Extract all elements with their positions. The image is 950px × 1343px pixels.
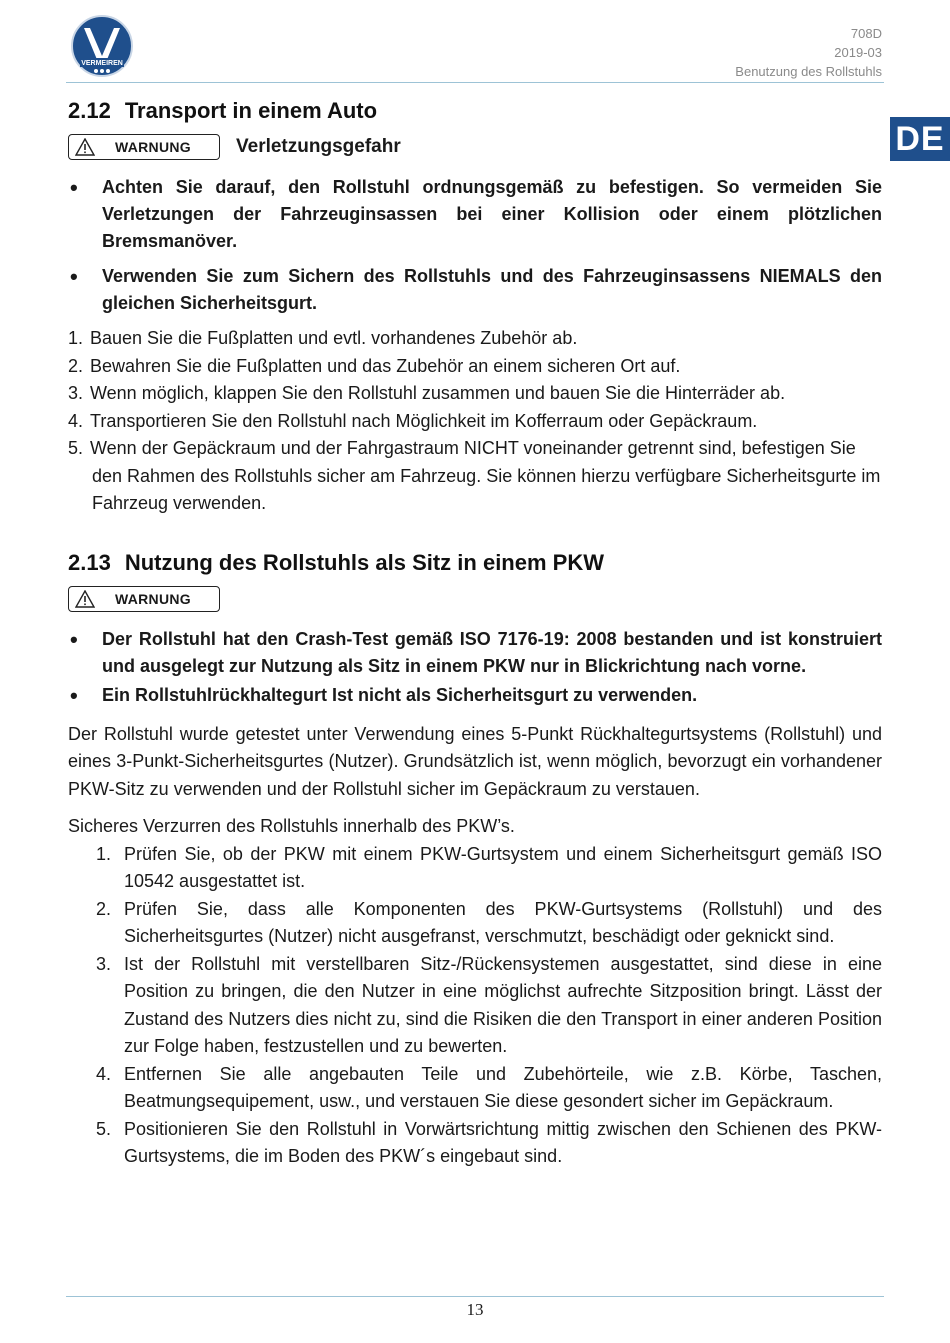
step-text: Wenn möglich, klappen Sie den Rollstuhl zusammen und bauen Sie die Hinterräder ab. — [90, 383, 786, 403]
vermeiren-logo — [70, 14, 134, 78]
warning-label: WARNUNG — [115, 139, 191, 155]
step-number: 4. — [96, 1063, 112, 1084]
step-number: 1. — [96, 843, 112, 864]
body-paragraph: Der Rollstuhl wurde getestet unter Verwendung eines 5-Punkt Rückhaltegurtsystems (Rollstuhl) und eines 3-Punkt-Sicherheitsgurtes (Nutzer). Grundsätzlich ist, wenn möglich, bevorzugt ein vorhandener PKW-Sitz zu verwenden und der Rollstuhl sicher im Gepäckraum zu verstauen. — [68, 723, 882, 799]
list-item: • Verwenden Sie zum Sichern des Rollstuhls und des Fahrzeuginsassens NIEMALS den gleichen Sicherheitsgurt. — [68, 263, 882, 317]
list-item: • Der Rollstuhl hat den Crash-Test gemäß ISO 7176-19: 2008 bestanden und ist konstruiert und ausgelegt zur Nutzung als Sitz in einem PKW nur in Blickrichtung nach vorne. — [68, 626, 882, 680]
section-number: 2.13 — [68, 549, 111, 575]
header-divider — [66, 82, 884, 83]
instruction-list — [68, 325, 882, 518]
header-meta — [735, 24, 882, 81]
step-text: Transportieren Sie den Rollstuhl nach Möglichkeit im Kofferraum oder Gepäckraum. — [90, 410, 758, 431]
section-heading-2-12 — [68, 96, 882, 126]
model-number: 708D — [850, 26, 882, 41]
list-item — [68, 896, 882, 951]
section-name: Benutzung des Rollstuhls — [735, 64, 882, 79]
page-content — [68, 96, 882, 1171]
warning-triangle-icon — [75, 138, 95, 156]
section-title: Transport in einem Auto — [124, 98, 378, 123]
svg-text:VERMEIREN: VERMEIREN — [81, 60, 123, 67]
step-text: Ist der Rollstuhl mit verstellbaren Sitz-/Rückensystemen ausgestattet, sind diese in eine Position zu bringen, die den Nutzer in eine möglichst aufrechte Sitzposition bringt. Lässt der Zustand des Nutzers dies nicht zu, sind die Risiken die den Transport in einer anderen Position zur Folge haben, festzustellen und zu bewerten. — [124, 953, 882, 1056]
section-title: Nutzung des Rollstuhls als Sitz in einem PKW — [124, 549, 604, 575]
list-item — [68, 325, 882, 353]
list-item: • Achten Sie darauf, den Rollstuhl ordnungsgemäß zu befestigen. So vermeiden Sie Verletzungen der Fahrzeuginsassen bei einer Kollision oder einem plötzlichen Bremsmanöver. — [68, 174, 882, 255]
step-text: Prüfen Sie, dass alle Komponenten des PKW-Gurtsystems (Rollstuhl) und des Sicherheitsgurtes (Nutzer) nicht ausgefranst, verschmutzt, beschädigt oder geknickt sind. — [124, 898, 882, 946]
step-text: Positionieren Sie den Rollstuhl in Vorwärtsrichtung mittig zwischen den Schienen des PKW-Gurtsystems, die im Boden des PKW´s eingebaut sind. — [124, 1118, 882, 1166]
warning-triangle-icon — [75, 590, 95, 608]
list-item — [68, 435, 882, 518]
warning-title: Verletzungsgefahr — [236, 136, 401, 157]
list-item — [68, 951, 882, 1061]
warning-badge — [68, 586, 220, 612]
list-item — [68, 1061, 882, 1116]
step-number: 1. — [68, 328, 84, 348]
footer-divider — [66, 1296, 884, 1297]
step-number: 4. — [68, 410, 84, 431]
step-text: Prüfen Sie, ob der PKW mit einem PKW-Gurtsystem und einem Sicherheitsgurt gemäß ISO 10542 ausgestattet ist. — [124, 843, 882, 891]
step-number: 5. — [96, 1118, 112, 1139]
page-number: 13 — [466, 1300, 484, 1319]
body-paragraph: Sicheres Verzurren des Rollstuhls innerhalb des PKW’s. — [68, 816, 515, 836]
list-item — [68, 841, 882, 896]
warning-badge — [68, 134, 220, 160]
language-tab: DE — [890, 117, 950, 161]
warning-label: WARNUNG — [115, 590, 191, 607]
list-item: • Ein Rollstuhlrückhaltegurt Ist nicht als Sicherheitsgurt zu verwenden. — [68, 682, 882, 709]
step-number: 3. — [68, 383, 84, 403]
warning-row — [68, 586, 882, 612]
section-number: 2.12 — [68, 98, 111, 123]
step-number: 3. — [96, 953, 112, 974]
section-heading-2-13 — [68, 548, 882, 578]
step-number: 2. — [96, 898, 112, 919]
step-number: 2. — [68, 355, 84, 376]
step-number: 5. — [68, 438, 84, 458]
list-item — [68, 1116, 882, 1171]
instruction-list — [68, 841, 882, 1171]
warning-bullet-list — [68, 626, 882, 709]
list-item — [68, 380, 882, 408]
list-item — [68, 353, 882, 381]
step-text: Entfernen Sie alle angebauten Teile und Zubehörteile, wie z.B. Körbe, Taschen, Beatmungsequipement, usw., und verstauen Sie diese gesondert sicher im Gepäckraum. — [124, 1063, 882, 1111]
step-text: Bauen Sie die Fußplatten und evtl. vorhandenes Zubehör ab. — [90, 328, 578, 348]
list-item — [68, 408, 882, 436]
document-date: 2019-03 — [834, 45, 882, 60]
warning-row — [68, 134, 882, 160]
step-text: Wenn der Gepäckraum und der Fahrgastraum NICHT voneinander getrennt sind, befestigen Sie den Rahmen des Rollstuhls sicher am Fahrzeug. Sie können hierzu verfügbare Sicherheitsgurte im Fahrzeug verwenden. — [90, 438, 881, 513]
warning-bullet-list — [68, 174, 882, 317]
step-text: Bewahren Sie die Fußplatten und das Zubehör an einem sicheren Ort auf. — [90, 355, 681, 376]
